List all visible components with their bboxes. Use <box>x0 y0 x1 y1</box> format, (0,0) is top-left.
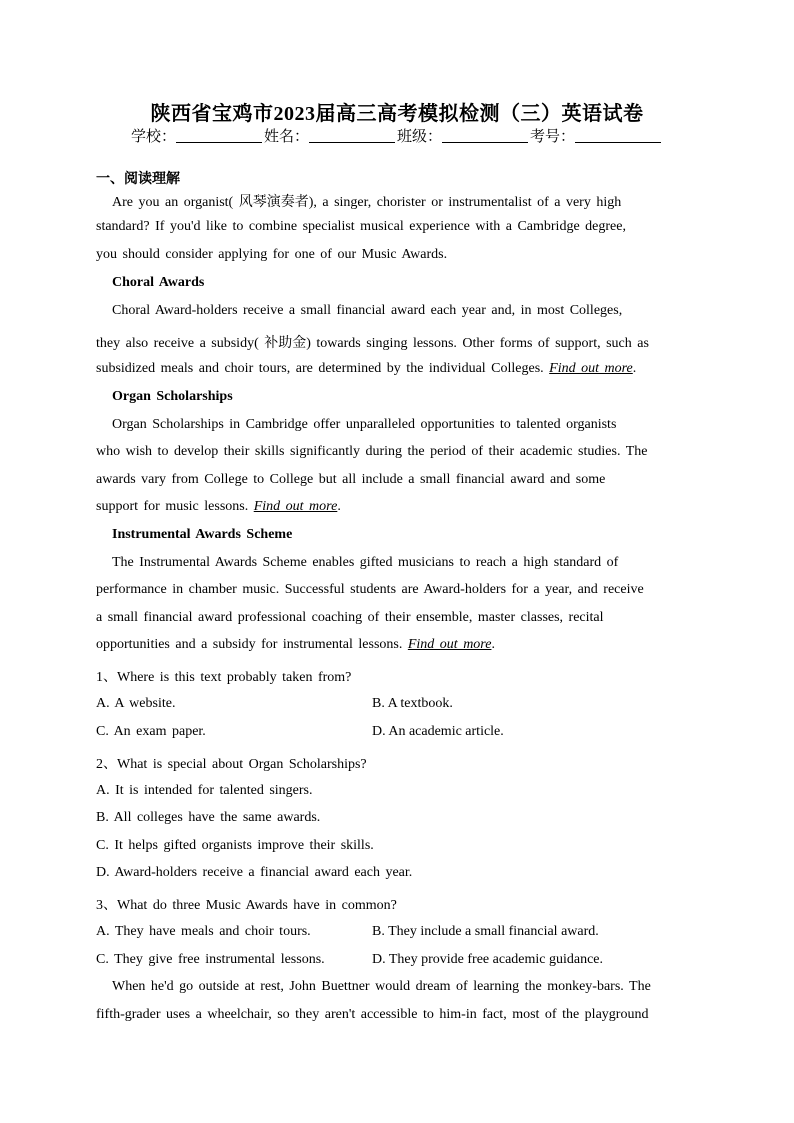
passage-line: who wish to develop their skills significantly during the period of their academic studies. The <box>96 444 648 459</box>
name-blank[interactable] <box>309 128 395 143</box>
option-b[interactable]: B. All colleges have the same awards. <box>96 810 321 825</box>
find-out-more-link[interactable]: Find out more <box>407 637 492 652</box>
class-blank[interactable] <box>442 128 528 143</box>
passage-line: Are you an organist( 风琴演奏者), a singer, chorister or instrumentalist of a very high <box>112 195 622 210</box>
option-b[interactable]: B. They include a small financial award. <box>372 924 599 939</box>
subheading-instrumental-awards: Instrumental Awards Scheme <box>112 527 293 542</box>
passage-text: support for music lessons. <box>96 499 249 514</box>
passage-line: you should consider applying for one of our Music Awards. <box>96 247 448 262</box>
passage-line: standard? If you'd like to combine specialist musical experience with a Cambridge degree, <box>96 219 626 234</box>
school-label: 学校： <box>130 129 176 145</box>
find-out-more-link[interactable]: Find out more <box>549 361 633 376</box>
page-title: 陕西省宝鸡市2023届高三高考模拟检测（三）英语试卷 <box>150 103 644 125</box>
question-stem: 1、Where is this text probably taken from? <box>96 670 352 685</box>
option-a[interactable]: A. It is intended for talented singers. <box>96 783 313 798</box>
exam-number-blank[interactable] <box>575 128 661 143</box>
option-c[interactable]: C. They give free instrumental lessons. <box>96 952 325 967</box>
exam-number-label: 考号： <box>530 129 576 145</box>
passage-line: they also receive a subsidy( 补助金) towards singing lessons. Other forms of support, such as <box>96 336 649 351</box>
option-c[interactable]: C. An exam paper. <box>96 724 206 739</box>
passage-text: subsidized meals and choir tours, are determined by the individual Colleges. <box>96 361 544 376</box>
option-d[interactable]: D. An academic article. <box>372 724 504 739</box>
option-a[interactable]: A. They have meals and choir tours. <box>96 924 311 939</box>
section-title: 一、阅读理解 <box>96 172 180 187</box>
period: . <box>491 637 495 652</box>
passage-line: When he'd go outside at rest, John Buettner would dream of learning the monkey-bars. The <box>112 979 651 994</box>
period: . <box>337 499 341 514</box>
question-stem: 2、What is special about Organ Scholarships? <box>96 757 367 772</box>
option-a[interactable]: A. A website. <box>96 696 176 711</box>
passage-line: fifth-grader uses a wheelchair, so they aren't accessible to him-in fact, most of the playground <box>96 1007 649 1022</box>
name-label: 姓名： <box>263 129 309 145</box>
option-c[interactable]: C. It helps gifted organists improve their skills. <box>96 838 374 853</box>
school-blank[interactable] <box>176 128 262 143</box>
passage-line <box>96 361 698 377</box>
passage-line <box>96 637 698 653</box>
passage-line: Choral Award-holders receive a small financial award each year and, in most Colleges, <box>112 303 623 318</box>
question-stem: 3、What do three Music Awards have in common? <box>96 898 397 913</box>
passage-line <box>96 499 698 515</box>
option-d[interactable]: D. Award-holders receive a financial award each year. <box>96 865 413 880</box>
class-label: 班级： <box>397 129 443 145</box>
passage-text: opportunities and a subsidy for instrumental lessons. <box>96 637 403 652</box>
period: . <box>632 361 637 376</box>
student-info-line <box>0 125 794 146</box>
passage-line: Organ Scholarships in Cambridge offer unparalleled opportunities to talented organists <box>112 417 617 432</box>
passage-line: The Instrumental Awards Scheme enables gifted musicians to reach a high standard of <box>112 555 619 570</box>
passage-line: a small financial award professional coaching of their ensemble, master classes, recital <box>96 610 604 625</box>
option-b[interactable]: B. A textbook. <box>372 696 453 711</box>
option-d[interactable]: D. They provide free academic guidance. <box>372 952 604 967</box>
subheading-choral-awards: Choral Awards <box>112 275 205 290</box>
passage-line: awards vary from College to College but all include a small financial award and some <box>96 472 606 487</box>
find-out-more-link[interactable]: Find out more <box>253 499 338 514</box>
passage-line: performance in chamber music. Successful students are Award-holders for a year, and receive <box>96 582 644 597</box>
subheading-organ-scholarships: Organ Scholarships <box>112 389 233 404</box>
